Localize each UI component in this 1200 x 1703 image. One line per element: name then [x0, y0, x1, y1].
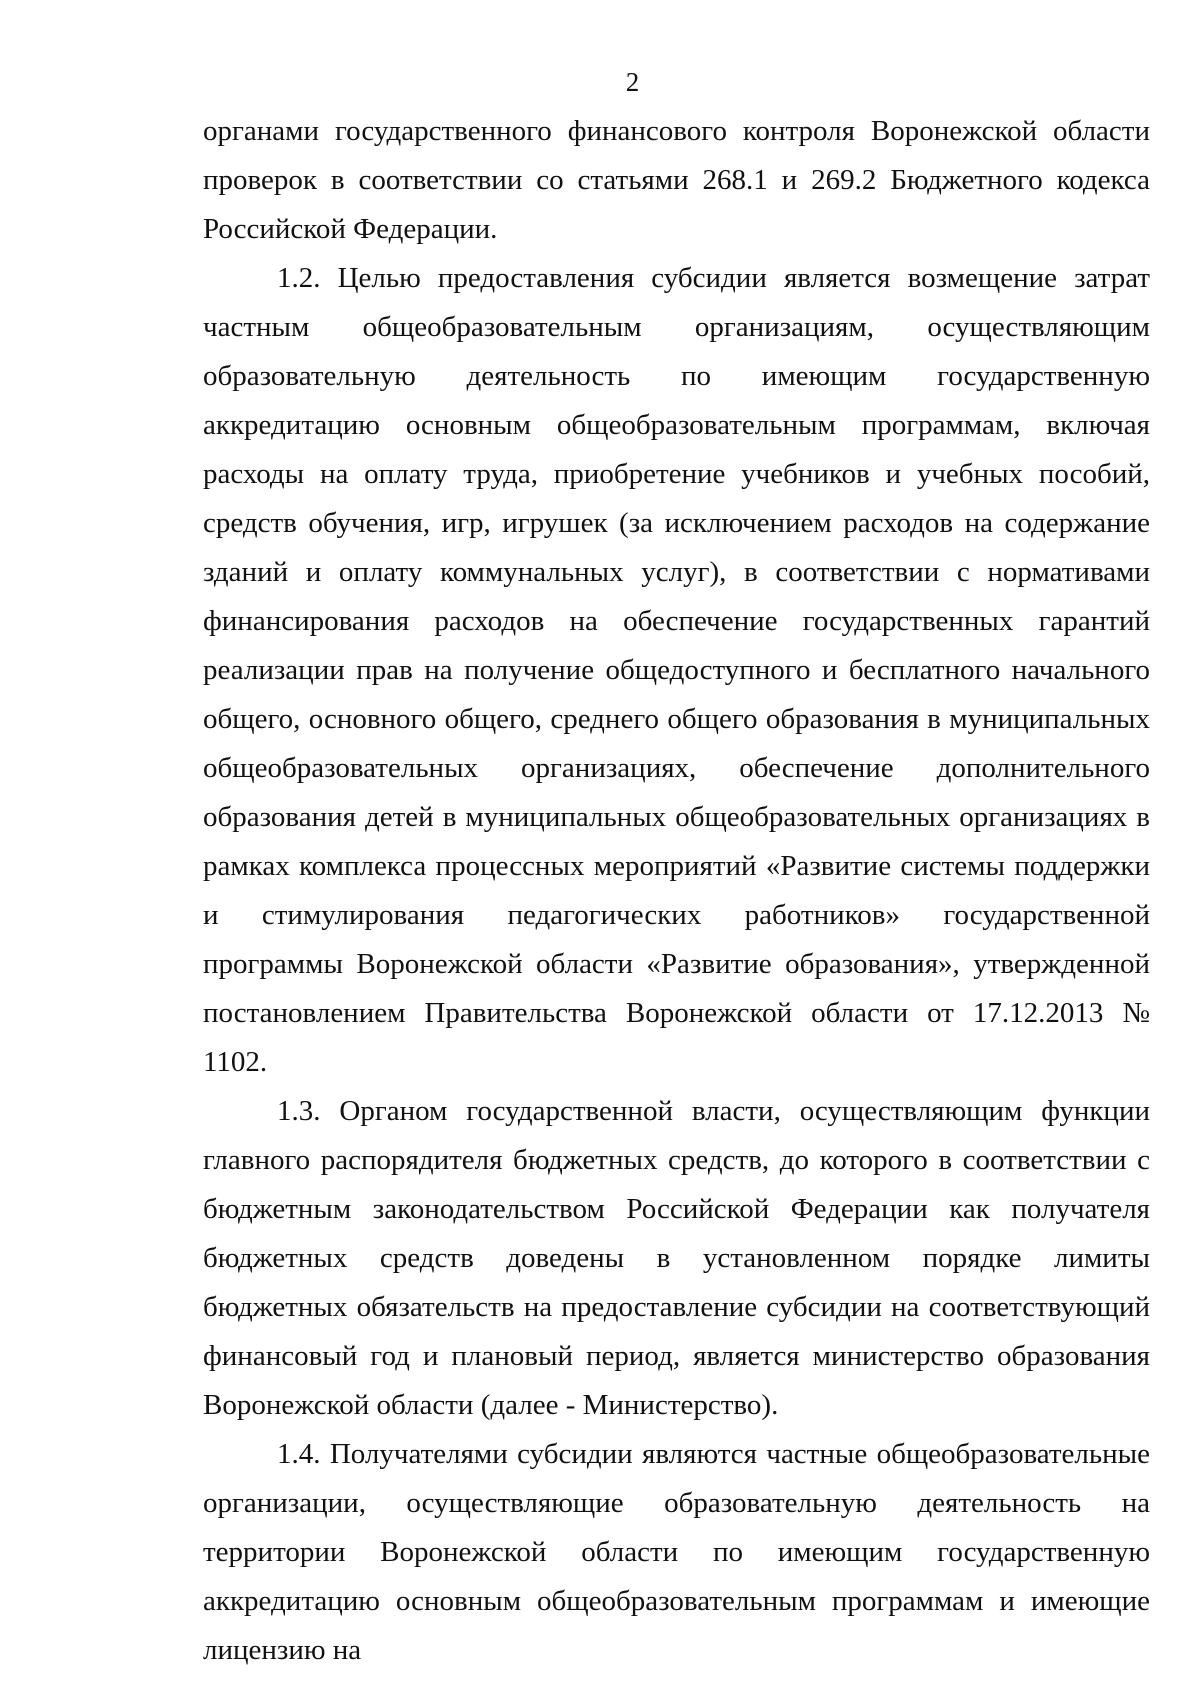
paragraph-1-3: 1.3. Органом государственной власти, осуществляющим функции главного распорядителя бюджетных средств, до которого в соответствии с бюджетным законодательством Российской Федерации как получателя бюджетных средств доведены в установленном порядке лимиты бюджетных обязательств на предоставление субсидии на соответствующий финансовый год и плановый период, является министерство образования Воронежской области (далее - Министерство).	[203, 1095, 1150, 1421]
paragraph-continuation: органами государственного финансового контроля Воронежской области проверок в соответствии со статьями 268.1 и 269.2 Бюджетного кодекса Российской Федерации.	[203, 115, 1150, 245]
document-body	[203, 107, 1150, 1675]
page-number: 2	[625, 67, 640, 97]
paragraph-1-2: 1.2. Целью предоставления субсидии является возмещение затрат частным общеобразовательным организациям, осуществляющим образовательную деятельность по имеющим государственную аккредитацию основным общеобразовательным программам, включая расходы на оплату труда, приобретение учебников и учебных пособий, средств обучения, игр, игрушек (за исключением расходов на содержание зданий и оплату коммунальных услуг), в соответствии с нормативами финансирования расходов на обеспечение государственных гарантий реализации прав на получение общедоступного и бесплатного начального общего, основного общего, среднего общего образования в муниципальных общеобразовательных организациях, обеспечение дополнительного образования детей в муниципальных общеобразовательных организациях в рамках комплекса процессных мероприятий «Развитие системы поддержки и стимулирования педагогических работников» государственной программы Воронежской области «Развитие образования», утвержденной постановлением Правительства Воронежской области от 17.12.2013 № 1102.	[203, 262, 1150, 1078]
paragraph-1-4: 1.4. Получателями субсидии являются частные общеобразовательные организации, осуществляющие образовательную деятельность на территории Воронежской области по имеющим государственную аккредитацию основным общеобразовательным программам и имеющие лицензию на	[203, 1438, 1150, 1666]
